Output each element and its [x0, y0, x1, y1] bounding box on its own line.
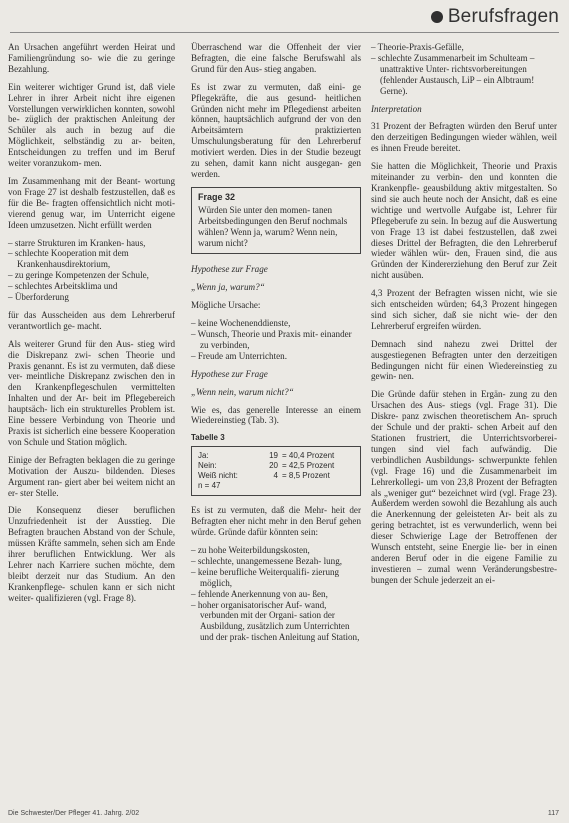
table-cell: Ja: — [198, 451, 209, 461]
list-item: – keine berufliche Weiterqualifi- zierung möglich, — [191, 567, 361, 589]
list-item: – zu geringe Kompetenzen der Schule, — [8, 270, 175, 281]
paragraph: 4,3 Prozent der Befragten wissen nicht, wie sie sich entscheiden würden; 64,3 Prozent hingegen sind sich sicher, daß sie nicht wie- der den Lehrerberuf ergreifen würden. — [371, 288, 557, 331]
list-item: – Theorie-Praxis-Gefälle, — [371, 42, 557, 53]
paragraph: Wie es, das generelle Interesse an einem Wiedereinstieg (Tab. 3). — [191, 404, 361, 426]
paragraph: Die Konsequenz dieser beruflichen Unzufriedenheit ist der Ausstieg. Die Befragten brauchen Abstand von der Schule, müssen Kräfte sammeln, sehen sich am Ende ihrer beruflichen Entwicklung. Wer als Lehrer nach Karriere suchen möchte, dem bleibt derzeit nur das Studium. An den Krankenpflege- schulen kann er sich nicht weiter- qualifizieren (vgl. Frage 8). — [8, 505, 175, 603]
list-item: – Überforderung — [8, 292, 175, 303]
paragraph: An Ursachen angeführt werden Heirat und Familiengründung so- wie die zu geringe Bezahlung. — [8, 42, 175, 74]
page-footer — [8, 810, 559, 817]
question-text: Würden Sie unter den momen- tanen Arbeitsbedingungen den Beruf nochmals wählen? Wenn ja, warum? Wenn nein, warum nicht? — [198, 204, 348, 248]
hypothesis-quote: „Wenn nein, warum nicht?“ — [191, 386, 294, 397]
paragraph: Im Zusammenhang mit der Beant- wortung von Frage 27 ist deshalb festzustellen, daß es für die Be- fragten offensichtlich nicht moti- vierend genug war, im Unterricht eigene Ideen umzusetzen. Nicht erfüllt werden — [8, 175, 175, 230]
header-rule — [10, 32, 559, 33]
bullet-list — [8, 238, 175, 303]
list-item: – Wunsch, Theorie und Praxis mit- einander zu verbinden, — [191, 329, 361, 351]
page-header — [431, 6, 559, 28]
question-box — [191, 187, 361, 255]
list-item: – keine Wochenenddienste, — [191, 318, 361, 329]
table-row — [198, 471, 354, 481]
list-item: – Freude am Unterrichten. — [191, 351, 361, 362]
table-row — [198, 461, 354, 471]
list-item: – hoher organisatorischer Auf- wand, verbunden mit der Organi- sation der Ausbildung, zusätzlich zum Unterrichten und der prak- tischen Anleitung auf Station, — [191, 600, 361, 644]
paragraph: Ein weiterer wichtiger Grund ist, daß viele Lehrer in ihrer Arbeit nicht ihre eigenen Vorstellungen verwirklichen konnten, sowohl be- züglich der praktischen Anleitung der Schüler als auch in bezug auf die Möglichkeit, selbständig zu ar- beiten, Entscheidungen zu treffen und im Beruf weiter voranzukom- men. — [8, 81, 175, 169]
table-title: Tabelle 3 — [191, 433, 225, 443]
table-cell: = 42,5 Prozent — [282, 461, 335, 471]
column-1 — [8, 42, 175, 611]
paragraph: Als weiterer Grund für den Aus- stieg wird die Diskrepanz zwi- schen Theorie und Praxis genannt. Es ist zu vermuten, daß diese ver- meintliche Diskrepanz zwischen den in den Krankenpflegeschulen vermittelten Inhalten und der Ar- beit im Pflegebereich hauptsäch- lich ein strukturelles Problem ist. Eine bessere Verbindung von Theorie und Praxis ist sicherlich eine bessere Kooperation von Schule und Station möglich. — [8, 338, 175, 447]
paragraph: Es ist zu vermuten, daß die Mehr- heit der Befragten eher nicht mehr in den Beruf gehen würde. Gründe dafür könnten sein: — [191, 505, 361, 538]
column-2 — [191, 42, 361, 650]
table-cell: = 40,4 Prozent — [282, 451, 335, 461]
paragraph: Sie hatten die Möglichkeit, Theorie und Praxis miteinander zu verbin- den und konnten die Krankenpfle- geausbildung aktiv mitgestalten. So sind sie auch heute noch der Ansicht, daß es eine wichtige und wertvolle Aufgabe ist, Lehrer für Pflegeberufe zu sein. In bezug auf die Auswertung von Frage 13 ist dabei festzustellen, daß zwei dieses Drittel der Befragten, die den Lehrerberuf wieder wählen wür- den, Frauen sind, die aus Gründen der Kindererziehung den Beruf zur Zeit nicht ausüben. — [371, 161, 557, 281]
paragraph: Einige der Befragten beklagen die zu geringe Motivation der Auszu- bildenden. Dieses Argument ran- giert aber bei weitem nicht an er- ster Stelle. — [8, 454, 175, 498]
table-cell: 19 — [269, 451, 278, 461]
interpretation-heading: Interpretation — [371, 103, 422, 114]
paragraph: Demnach sind nahezu zwei Drittel der ausgestiegenen Befragten unter den derzeitigen Bedingungen nicht für einen Wiedereinstieg zu gewin- nen. — [371, 338, 557, 382]
paragraph: Überraschend war die Offenheit der vier Befragten, die eine falsche Berufswahl als Grund für den Aus- stieg angaben. — [191, 42, 361, 74]
bullet-list — [191, 545, 361, 643]
hypothesis-title: Hypothese zur Frage — [191, 264, 268, 275]
table-cell: 20 — [269, 461, 278, 471]
hypothesis-label: Mögliche Ursache: — [191, 300, 261, 311]
paragraph: Die Gründe dafür stehen in Ergän- zung zu den Ursachen des Aus- stiegs (vgl. Frage 31). Die Diskre- panz zwischen theoretischem An- spruch der Schule und der prakti- schen Arbeit auf den Stationen frustriert, die Unterrichtsvorberei- tungen sind viel fach aufwändig. Die verbindlichen Ausbildungs- schwerpunkte fehlen (vgl. Frage 16) und die Zusammenarbeit im Lehrerkollegi- um von 23,8 Prozent der Befragten als „weniger gut“ bezeichnet wird (vgl. Frage 23). Außerdem werden sowohl die Bezahlung als auch die Anerkennung der geleisteten Ar- beit als zu gering betrachtet, ist es verwunderlich, wenn bei dieser Schwierige Lage der Betroffenen der Wunsch entsteht, seine Energie lie- ber in einen anderen Beruf oder in die eigene Familie zu investieren – zumal wenn Veränderungsbestre- bungen der Schule jederzeit an ei- — [371, 389, 557, 585]
hypothesis-title: Hypothese zur Frage — [191, 368, 268, 379]
list-item: – schlechte Zusammenarbeit im Schulteam – unattraktive Unter- richtsvorbereitungen (fehlender Austausch, LiP – ein Albtraum! Gerne). — [371, 53, 557, 97]
bullet-dot-icon — [431, 11, 443, 23]
data-table — [191, 446, 361, 496]
table-cell: Weiß nicht: — [198, 471, 238, 481]
table-cell: = 8,5 Prozent — [282, 471, 330, 481]
list-item: – schlechte, unangemessene Bezah- lung, — [191, 556, 361, 567]
table-cell: 4 — [273, 471, 278, 481]
page-number: 117 — [547, 810, 559, 817]
column-3 — [371, 42, 557, 593]
table-row — [198, 451, 354, 461]
table-row — [198, 481, 354, 491]
paragraph: 31 Prozent der Befragten würden den Beruf unter den derzeitigen Bedingungen wieder wählen, weil es ihnen Freude bereitet. — [371, 121, 557, 154]
table-cell: Nein: — [198, 461, 217, 471]
list-item: – schlechtes Arbeitsklima und — [8, 281, 175, 292]
bullet-list — [371, 42, 557, 97]
journal-reference: Die Schwester/Der Pfleger 41. Jahrg. 2/02 — [8, 810, 140, 817]
list-item: – starre Strukturen im Kranken- haus, — [8, 238, 175, 249]
hypothesis-quote: „Wenn ja, warum?“ — [191, 282, 265, 293]
paragraph: Es ist zwar zu vermuten, daß eini- ge Pflegekräfte, die aus gesund- heitlichen Gründen nicht mehr im Pflegedienst arbeiten können, hauptsächlich aufgrund der von den Arbeitsämtern praktizierten Umschulungsberatung für den Lehrerberuf motiviert werden. Dies in der Studie bezeugt zu sehen, damit kann nicht ausgegan- gen werden. — [191, 81, 361, 179]
question-title: Frage 32 — [198, 191, 236, 202]
section-title: Berufsfragen — [447, 6, 559, 27]
list-item: – zu hohe Weiterbildungskosten, — [191, 545, 361, 556]
bullet-list — [191, 318, 361, 362]
list-item: – schlechte Kooperation mit dem Krankenhausdirektorium, — [8, 248, 175, 270]
table-total: n = 47 — [198, 481, 221, 491]
paragraph: für das Ausscheiden aus dem Lehrerberuf verantwortlich ge- macht. — [8, 309, 175, 331]
list-item: – fehlende Anerkennung von au- ßen, — [191, 589, 361, 600]
